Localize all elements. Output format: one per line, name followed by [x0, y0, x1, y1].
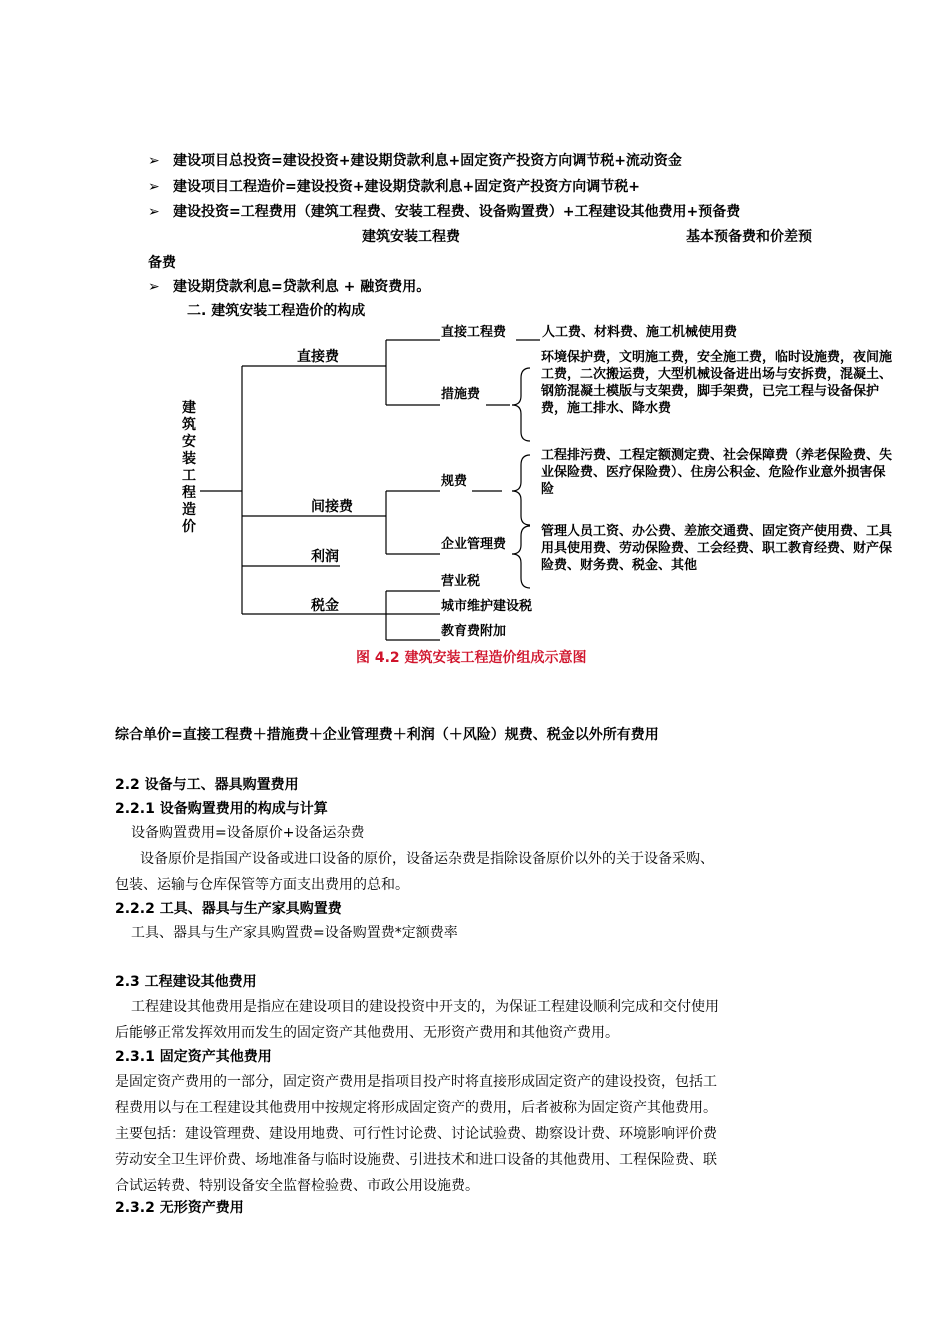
equipment-paragraph-line2: 包装、运输与仓库保管等方面支出费用的总和。 [115, 877, 409, 893]
fixed-asset-line1: 是固定资产费用的一部分，固定资产费用是指项目投产时将直接形成固定资产的建设投资，包括工 [115, 1074, 717, 1090]
node-urban-construction-tax: 城市维护建设税 [441, 599, 533, 614]
formula-underlabel-left: 建筑安装工程费 [362, 229, 460, 245]
bullet-arrow-icon: ➢ [148, 279, 160, 295]
formula-construction-investment: 建设投资=工程费用（建筑工程费、安装工程费、设备购置费）+工程建设其他费用+预备费 [173, 204, 741, 220]
node-education-surcharge: 教育费附加 [441, 624, 507, 639]
heading-2-3-1: 2.3.1 固定资产其他费用 [115, 1049, 272, 1065]
formula-underlabel-right: 基本预备费和价差预 [686, 229, 812, 245]
fixed-asset-line2: 程费用以与在工程建设其他费用中按规定将形成固定资产的费用，后者被称为固定资产其他费用。 [115, 1100, 717, 1116]
other-costs-paragraph-line2: 后能够正常发挥效用而发生的固定资产其他费用、无形资产费用和其他资产费用。 [115, 1025, 619, 1041]
node-tax: 税金 [311, 598, 339, 614]
formula-total-investment: 建设项目总投资=建设投资+建设期贷款利息+固定资产投资方向调节税+流动资金 [173, 153, 682, 169]
node-management-cost: 企业管理费 [441, 537, 507, 552]
heading-2-3-2: 2.3.2 无形资产费用 [115, 1200, 244, 1216]
heading-2-3: 2.3 工程建设其他费用 [115, 974, 257, 990]
direct-engineering-items: 人工费、材料费、施工机械使用费 [542, 325, 738, 340]
section-title: 二. 建筑安装工程造价的构成 [187, 303, 366, 319]
node-measures-cost: 措施费 [441, 387, 481, 402]
formula-loan-interest: 建设期贷款利息=贷款利息 + 融资费用。 [173, 279, 431, 295]
figure-caption: 图 4.2 建筑安装工程造价组成示意图 [356, 650, 587, 666]
fixed-asset-line4: 劳动安全卫生评价费、场地准备与临时设施费、引进技术和进口设备的其他费用、工程保险费、联 [115, 1152, 717, 1168]
bullet-arrow-icon: ➢ [148, 204, 160, 220]
unit-price-formula: 综合单价=直接工程费＋措施费＋企业管理费＋利润（＋风险）规费、税金以外所有费用 [115, 727, 659, 743]
node-direct-engineering-cost: 直接工程费 [441, 325, 507, 340]
heading-2-2: 2.2 设备与工、器具购置费用 [115, 777, 299, 793]
bullet-arrow-icon: ➢ [148, 179, 160, 195]
statutory-fees-items: 工程排污费、工程定额测定费、社会保障费（养老保险费、失业保险费、医疗保险费）、住房公积金、危险作业意外损害保险 [541, 448, 893, 497]
equipment-purchase-formula: 设备购置费用=设备原价+设备运杂费 [131, 825, 365, 841]
fixed-asset-line3: 主要包括：建设管理费、建设用地费、可行性讨论费、讨论试验费、勘察设计费、环境影响评价费 [115, 1126, 717, 1142]
measures-items: 环境保护费，文明施工费，安全施工费，临时设施费，夜间施工费，二次搬运费，大型机械设备进出场与安拆费，混凝土、钢筋混凝土模版与支架费，脚手架费，已完工程与设备保护费，施工排水、降水费 [541, 350, 893, 416]
diagram-root-label: 建筑安装工程造价 [182, 400, 196, 535]
node-statutory-fees: 规费 [441, 474, 468, 489]
tools-purchase-formula: 工具、器具与生产家具购置费=设备购置费*定额费率 [131, 925, 458, 941]
node-indirect-cost: 间接费 [311, 499, 353, 515]
formula-engineering-cost: 建设项目工程造价=建设投资+建设期贷款利息+固定资产投资方向调节税+ [173, 179, 640, 195]
node-direct-cost: 直接费 [297, 349, 339, 365]
formula-continuation: 备费 [148, 255, 176, 271]
equipment-paragraph-line1: 设备原价是指国产设备或进口设备的原价，设备运杂费是指除设备原价以外的关于设备采购、 [140, 851, 714, 867]
management-cost-items: 管理人员工资、办公费、差旅交通费、固定资产使用费、工具用具使用费、劳动保险费、工会经费、职工教育经费、财产保险费、财务费、税金、其他 [541, 524, 893, 573]
fixed-asset-line5: 合试运转费、特别设备安全监督检验费、市政公用设施费。 [115, 1178, 479, 1194]
node-business-tax: 营业税 [441, 574, 481, 589]
node-profit: 利润 [311, 549, 339, 565]
heading-2-2-1: 2.2.1 设备购置费用的构成与计算 [115, 801, 328, 817]
other-costs-paragraph-line1: 工程建设其他费用是指应在建设项目的建设投资中开支的，为保证工程建设顺利完成和交付使用 [131, 999, 719, 1015]
heading-2-2-2: 2.2.2 工具、器具与生产家具购置费 [115, 901, 342, 917]
bullet-arrow-icon: ➢ [148, 153, 160, 169]
